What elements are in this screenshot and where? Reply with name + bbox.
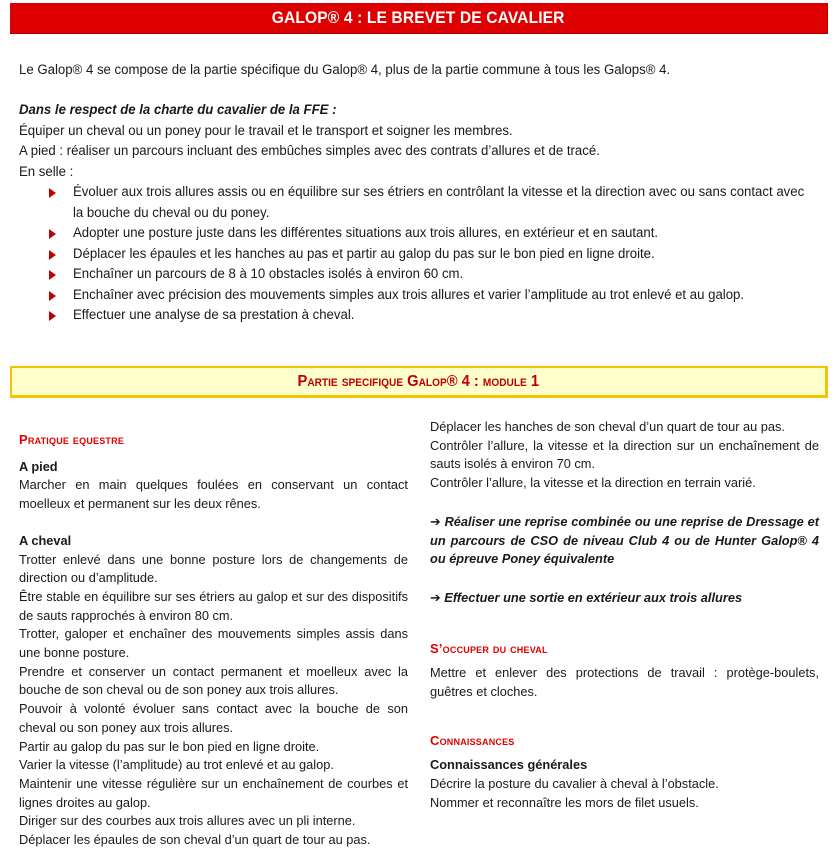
triangle-bullet-icon xyxy=(49,270,56,280)
paragraph: Être stable en équilibre sur ses étriers au galop et sur des dispositifs de sauts rapprochés à environ 80 cm. xyxy=(19,588,408,623)
page-title: GALOP® 4 : LE BREVET DE CAVALIER xyxy=(272,8,565,27)
charte-line: En selle : xyxy=(19,163,74,180)
paragraph: Trotter, galoper et enchaîner des mouvements simples assis dans une bonne posture. xyxy=(19,626,408,661)
paragraph: Maintenir une vitesse régulière sur un enchaînement de courbes et lignes droites au galop. xyxy=(19,775,408,810)
subsection-title-connaissances-generales: Connaissances générales xyxy=(430,757,588,773)
section-title-connaissances: Connaissances xyxy=(430,732,515,748)
subsection-title-a-cheval: A cheval xyxy=(19,532,72,548)
paragraph: Diriger sur des courbes aux trois allures avec un pli interne. xyxy=(19,813,356,829)
paragraph: Mettre et enlever des protections de travail : protège-boulets, guêtres et cloches. xyxy=(430,665,819,700)
arrow-right-icon: ➔ xyxy=(430,513,441,529)
triangle-bullet-icon xyxy=(49,311,56,321)
paragraph: Contrôler l’allure, la vitesse et la direction en terrain varié. xyxy=(430,475,756,491)
paragraph: Déplacer les épaules de son cheval d’un quart de tour au pas. xyxy=(19,832,371,848)
action-item: ➔ Effectuer une sortie en extérieur aux trois allures xyxy=(430,589,743,605)
paragraph: Décrire la posture du cavalier à cheval à l’obstacle. xyxy=(430,776,719,792)
action-item: ➔ Réaliser une reprise combinée ou une reprise de Dressage et un parcours de CSO de niveau Club 4 ou de Hunter Galop® 4 ou épreuve Poney équivalente xyxy=(430,513,819,567)
charte-section xyxy=(19,100,829,326)
paragraph: Varier la vitesse (l’amplitude) au trot enlevé et au galop. xyxy=(19,757,334,773)
list-item: Évoluer aux trois allures assis ou en équilibre sur ses étriers en contrôlant la vitesse et la direction avec ou sans contact avec la bouche du cheval ou du poney. xyxy=(19,182,829,223)
paragraph: Marcher en main quelques foulées en conservant un contact moelleux et permanent sur les deux rênes. xyxy=(19,477,408,512)
list-item: Effectuer une analyse de sa prestation à cheval. xyxy=(19,305,829,326)
intro-paragraph: Le Galop® 4 se compose de la partie spécifique du Galop® 4, plus de la partie commune à tous les Galops® 4. xyxy=(19,62,671,78)
list-item: Enchaîner avec précision des mouvements simples aux trois allures et varier l’amplitude au trot enlevé et au galop. xyxy=(19,285,829,306)
module-title-bar xyxy=(10,366,828,398)
section-title-pratique: Pratique equestre xyxy=(19,432,125,447)
paragraph: Prendre et conserver un contact permanent et moelleux avec la bouche de son cheval ou de son poney aux trois allures. xyxy=(19,663,408,698)
subsection-title-a-pied: A pied xyxy=(19,458,58,474)
triangle-bullet-icon xyxy=(49,229,56,239)
left-column xyxy=(19,431,408,850)
en-selle-list xyxy=(19,182,829,326)
charte-line: A pied : réaliser un parcours incluant des embûches simples avec des contrats d’allures et de tracé. xyxy=(19,143,600,159)
list-item: Adopter une posture juste dans les différentes situations aux trois allures, en extérieur et en sautant. xyxy=(19,223,829,244)
paragraph: Contrôler l’allure, la vitesse et la direction sur un enchaînement de sauts isolés à environ 70 cm. xyxy=(430,437,819,472)
section-title-soccuper: S’occuper du cheval xyxy=(430,640,548,656)
triangle-bullet-icon xyxy=(49,250,56,260)
paragraph: Déplacer les hanches de son cheval d’un quart de tour au pas. xyxy=(430,419,785,434)
paragraph: Nommer et reconnaître les mors de filet usuels. xyxy=(430,794,699,810)
paragraph: Trotter enlevé dans une bonne posture lors de changements de direction ou d’amplitude. xyxy=(19,551,408,586)
charte-heading: Dans le respect de la charte du cavalier de la FFE : xyxy=(19,102,337,118)
right-column xyxy=(430,418,819,813)
paragraph: Partir au galop du pas sur le bon pied en ligne droite. xyxy=(19,738,320,754)
triangle-bullet-icon xyxy=(49,291,56,301)
paragraph: Pouvoir à volonté évoluer sans contact avec la bouche de son cheval ou son poney aux trois allures. xyxy=(19,701,408,735)
list-item: Déplacer les épaules et les hanches au pas et partir au galop du pas sur le bon pied en ligne droite. xyxy=(19,244,829,265)
triangle-bullet-icon xyxy=(49,188,56,198)
charte-line: Équiper un cheval ou un poney pour le travail et le transport et soigner les membres. xyxy=(19,122,513,139)
page-title-bar xyxy=(10,3,828,34)
module-title: Partie specifique Galop® 4 : module 1 xyxy=(297,372,540,390)
list-item: Enchaîner un parcours de 8 à 10 obstacles isolés à environ 60 cm. xyxy=(19,264,829,285)
arrow-right-icon: ➔ xyxy=(430,589,441,605)
